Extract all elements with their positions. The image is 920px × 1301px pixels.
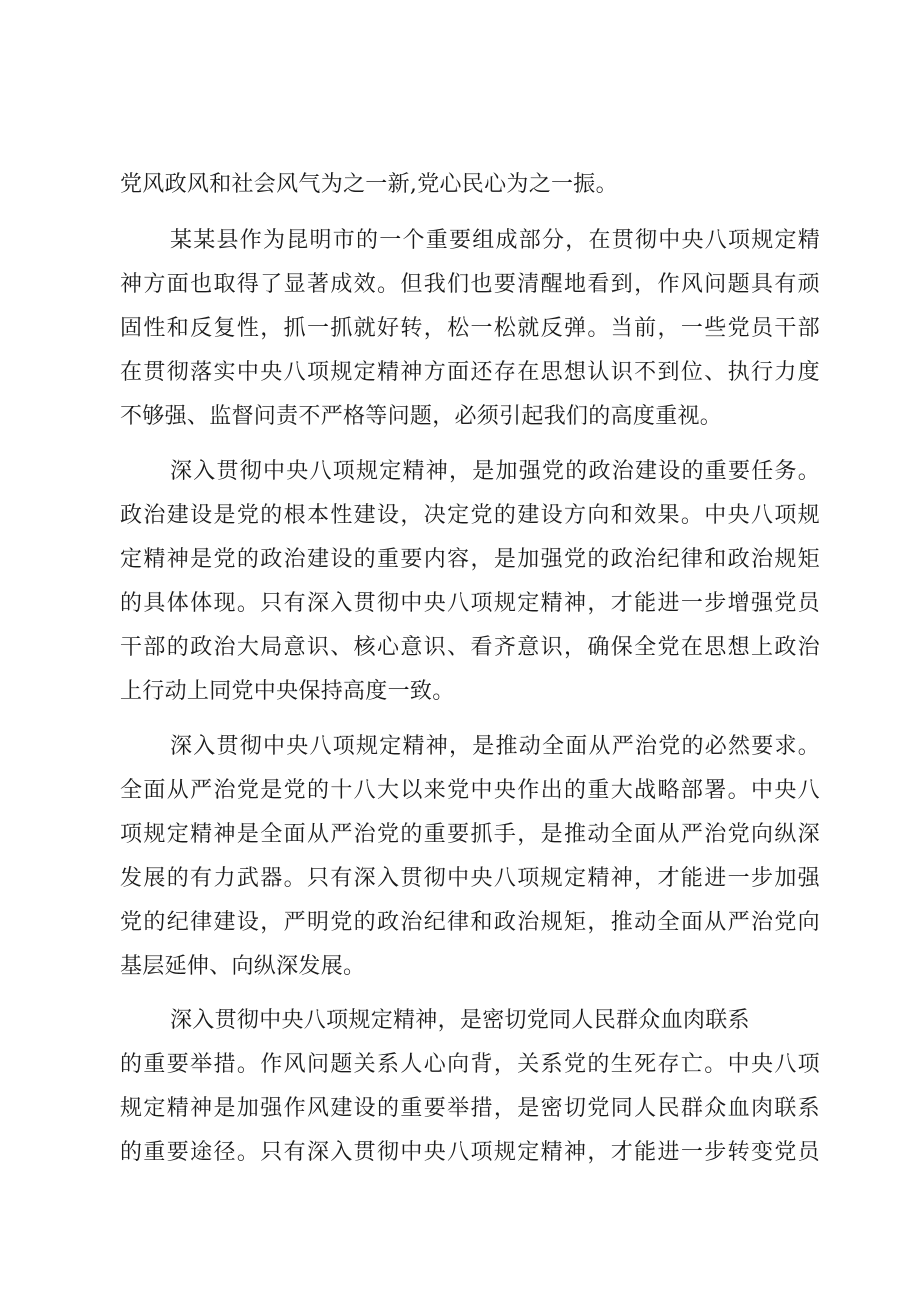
paragraph-1-line-3: 固性和反复性，抓一抓就好转，松一松就反弹。当前，一些党员干部 [120, 316, 820, 341]
paragraph-3-line-6: 基层延伸、向纵深发展。 [120, 954, 366, 979]
paragraph-4-line-3: 规定精神是加强作风建设的重要举措，是密切党同人民群众血肉联系 [120, 1096, 820, 1121]
paragraph-4-line-1: 深入贯彻中央八项规定精神，是密切党同人民群众血肉联系 [170, 1008, 750, 1033]
paragraph-4-line-2: 的重要举措。作风问题关系人心向背，关系党的生死存亡。中央八项 [120, 1052, 820, 1077]
paragraph-1-line-5: 不够强、监督问责不严格等问题，必须引起我们的高度重视。 [120, 404, 723, 429]
paragraph-2-line-1: 深入贯彻中央八项规定精神，是加强党的政治建设的重要任务。 [170, 459, 820, 484]
paragraph-4-line-4: 的重要途径。只有深入贯彻中央八项规定精神，才能进一步转变党员 [120, 1140, 820, 1165]
text-line-1: 党风政风和社会风气为之一新,党心民心为之一振。 [120, 172, 618, 197]
paragraph-1-line-1: 某某县作为昆明市的一个重要组成部分，在贯彻中央八项规定精 [170, 228, 820, 253]
paragraph-2-line-3: 定精神是党的政治建设的重要内容，是加强党的政治纪律和政治规矩 [120, 547, 820, 572]
paragraph-2-line-2: 政治建设是党的根本性建设，决定党的建设方向和效果。中央八项规 [120, 503, 820, 528]
paragraph-3-line-2: 全面从严治党是党的十八大以来党中央作出的重大战略部署。中央八 [120, 778, 820, 803]
paragraph-1-line-2: 神方面也取得了显著成效。但我们也要清醒地看到，作风问题具有顽 [120, 272, 820, 297]
paragraph-2-line-6: 上行动上同党中央保持高度一致。 [120, 679, 455, 704]
paragraph-1-line-4: 在贯彻落实中央八项规定精神方面还存在思想认识不到位、执行力度 [120, 360, 820, 385]
paragraph-3-line-1: 深入贯彻中央八项规定精神，是推动全面从严治党的必然要求。 [170, 734, 820, 759]
paragraph-3-line-5: 党的纪律建设，严明党的政治纪律和政治规矩，推动全面从严治党向 [120, 910, 820, 935]
paragraph-3-line-3: 项规定精神是全面从严治党的重要抓手，是推动全面从严治党向纵深 [120, 822, 820, 847]
paragraph-2-line-4: 的具体体现。只有深入贯彻中央八项规定精神，才能进一步增强党员 [120, 591, 820, 616]
paragraph-2-line-5: 干部的政治大局意识、核心意识、看齐意识，确保全党在思想上政治 [120, 635, 820, 660]
paragraph-3-line-4: 发展的有力武器。只有深入贯彻中央八项规定精神，才能进一步加强 [120, 866, 820, 891]
